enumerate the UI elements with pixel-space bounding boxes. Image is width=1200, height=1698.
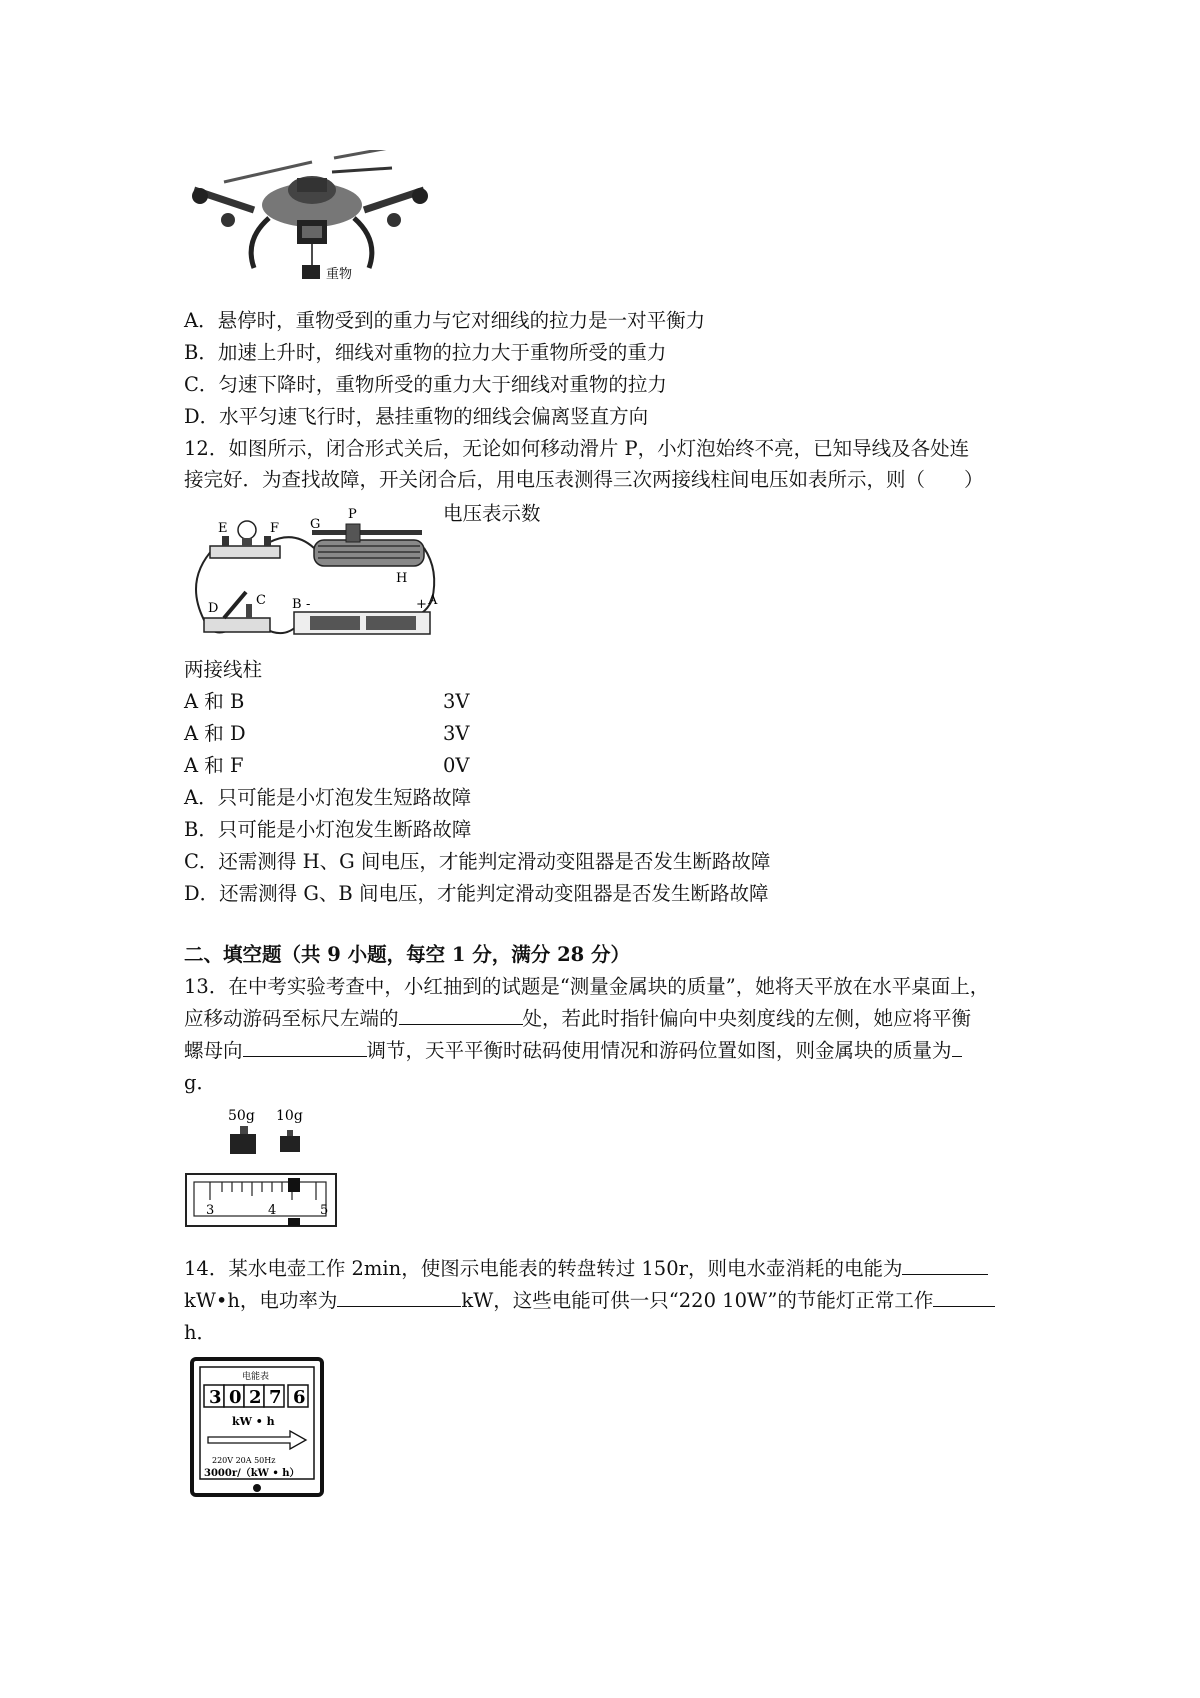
drone-figure — [184, 150, 440, 298]
meter-title: 电能表 — [242, 1372, 270, 1382]
q14-blank-2[interactable] — [337, 1288, 461, 1307]
q12-stem-line1: 12．如图所示，闭合形式关后，无论如何移动滑片 P，小灯泡始终不亮，已知导线及各处连 — [184, 437, 970, 460]
meter-digit-4: 7 — [269, 1387, 282, 1408]
q12-stem-line2: 接完好．为查找故障，开关闭合后，用电压表测得三次两接线柱间电压如表所示，则（ ） — [184, 468, 984, 491]
meter-digit-1: 3 — [209, 1387, 222, 1408]
circuit-label-d: D — [208, 601, 219, 616]
q14-line2-text-b: kW，这些电能可供一只“220 10W”的节能灯正常工作 — [461, 1289, 934, 1312]
circuit-label-g: G — [310, 517, 321, 532]
q11-option-a: A．悬停时，重物受到的重力与它对细线的拉力是一对平衡力 — [184, 309, 706, 332]
weight-50g — [230, 1134, 256, 1154]
q11-option-d: D．水平匀速飞行时，悬挂重物的细线会偏离竖直方向 — [184, 405, 649, 428]
q12-option-c: C．还需测得 H、G 间电压，才能判定滑动变阻器是否发生断路故障 — [184, 850, 771, 873]
q11-option-b: B．加速上升时，细线对重物的拉力大于重物所受的重力 — [184, 341, 667, 364]
circuit-label-minus: - — [306, 597, 311, 612]
q13-blank-2[interactable] — [243, 1038, 367, 1057]
circuit-label-a: A — [428, 593, 438, 608]
q13-line3-text-a: 螺母向 — [184, 1039, 243, 1062]
table-row-1-voltage: 3V — [443, 690, 470, 713]
meter-unit: kW • h — [232, 1415, 275, 1428]
meter-digit-2: 0 — [229, 1387, 242, 1408]
q12-option-b: B．只可能是小灯泡发生断路故障 — [184, 818, 472, 841]
weight-50g-label: 50g — [228, 1108, 255, 1124]
circuit-label-e: E — [218, 521, 228, 536]
table-header-terminals: 两接线柱 — [184, 658, 263, 681]
q14-line3: h． — [184, 1321, 217, 1344]
q14-line2 — [184, 1287, 995, 1315]
circuit-label-b: B — [292, 597, 302, 612]
weight-10g — [280, 1136, 300, 1152]
section-title: 二、填空题（共 9 小题，每空 1 分，满分 28 分） — [184, 943, 631, 966]
q14-blank-3[interactable] — [933, 1288, 995, 1307]
q13-line2-text-a: 应移动游码至标尺左端的 — [184, 1007, 399, 1030]
q13-line3 — [184, 1037, 962, 1065]
table-row-3-voltage: 0V — [443, 754, 470, 777]
q13-line4: g． — [184, 1071, 216, 1094]
meter-digit-5: 6 — [293, 1387, 306, 1408]
q11-option-c: C．匀速下降时，重物所受的重力大于细线对重物的拉力 — [184, 373, 667, 396]
meter-digit-3: 2 — [249, 1387, 262, 1408]
table-row-2-voltage: 3V — [443, 722, 470, 745]
q14-line1 — [184, 1255, 988, 1283]
q12-option-a: A．只可能是小灯泡发生短路故障 — [184, 786, 472, 809]
q13-blank-3[interactable] — [952, 1038, 962, 1057]
q14-line2-text-a: kW•h，电功率为 — [184, 1289, 338, 1312]
table-row-1-terminals: A 和 B — [184, 690, 245, 713]
q14-line1-text-a: 14．某水电壶工作 2min，使图示电能表的转盘转过 150r，则电水壶消耗的电能为 — [184, 1257, 903, 1280]
table-header-voltage: 电压表示数 — [443, 502, 541, 525]
weight-label: 重物 — [326, 267, 353, 282]
table-row-2-terminals: A 和 D — [184, 722, 246, 745]
weight-10g-label: 10g — [276, 1108, 303, 1124]
q14-blank-1[interactable] — [902, 1256, 988, 1275]
q13-line1: 13．在中考实验考查中，小红抽到的试题是“测量金属块的质量”，她将天平放在水平桌面上， — [184, 975, 990, 998]
circuit-label-h: H — [396, 571, 408, 586]
circuit-label-f: F — [270, 521, 280, 536]
circuit-label-plus: + — [416, 597, 427, 612]
circuit-label-c: C — [256, 593, 266, 608]
meter-constant: 3000r/（kW • h） — [204, 1468, 300, 1479]
table-row-3-terminals: A 和 F — [184, 754, 244, 777]
rider-marker — [288, 1178, 300, 1192]
meter-rating: 220V 20A 50Hz — [212, 1456, 276, 1465]
balance-figure — [184, 1104, 344, 1232]
electric-meter-figure — [190, 1357, 324, 1499]
q13-line2 — [184, 1005, 971, 1033]
q13-line2-text-b: 处，若此时指针偏向中央刻度线的左侧，她应将平衡 — [522, 1007, 972, 1030]
scale-tick-3: 3 — [206, 1203, 215, 1218]
weight-block — [302, 265, 320, 279]
q12-option-d: D．还需测得 G、B 间电压，才能判定滑动变阻器是否发生断路故障 — [184, 882, 769, 905]
q13-line3-text-b: 调节，天平平衡时砝码使用情况和游码位置如图，则金属块的质量为 — [366, 1039, 952, 1062]
circuit-figure — [184, 500, 442, 648]
q13-blank-1[interactable] — [399, 1006, 523, 1025]
scale-tick-5: 5 — [320, 1203, 329, 1218]
circuit-label-p: P — [348, 507, 357, 522]
scale-tick-4: 4 — [268, 1203, 277, 1218]
